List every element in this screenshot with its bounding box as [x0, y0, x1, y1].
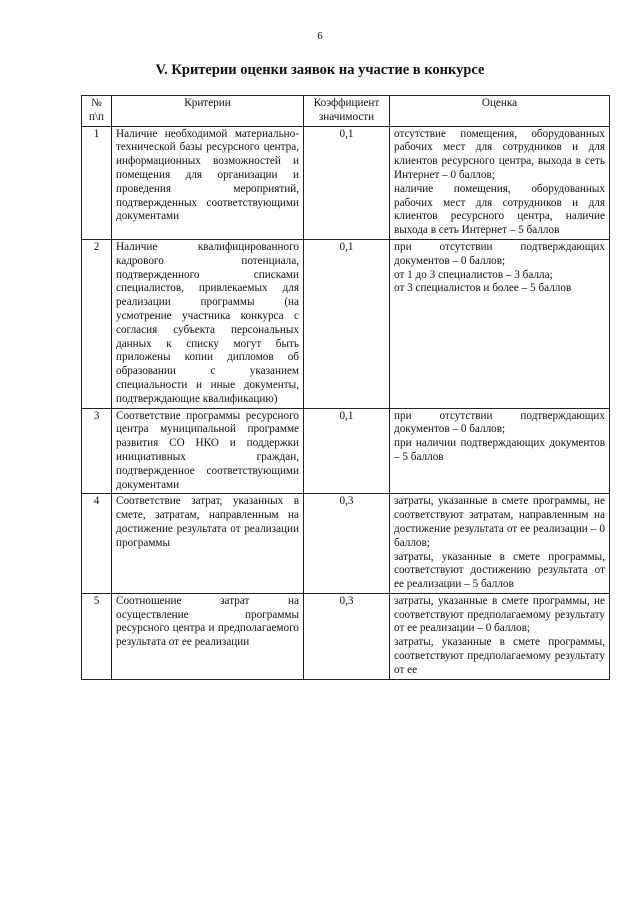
table-row: [82, 494, 610, 594]
header-num-line: п\п: [88, 110, 105, 123]
row-number: 2: [82, 239, 112, 408]
row-evaluation: [390, 593, 610, 679]
row-criteria: Соотношение затрат на осуществление программы ресурсного центра и предполагаемого результата от ее реализации: [112, 593, 304, 679]
section-title: V. Критерии оценки заявок на участие в конкурсе: [155, 62, 485, 78]
evaluation-item: от 1 до 3 специалистов – 3 балла;: [394, 268, 553, 281]
row-number: 3: [82, 408, 112, 494]
row-coefficient: 0,1: [304, 126, 390, 239]
header-coef-line: Коэффициент: [313, 97, 380, 109]
row-number: 1: [82, 126, 112, 239]
page-number: 6: [317, 30, 323, 42]
evaluation-item: затраты, указанные в смете программы, не соответствуют предполагаемому результату от ее реализации – 0 баллов;: [394, 594, 605, 635]
evaluation-item: при отсутствии подтверждающих документов – 0 баллов;: [394, 240, 605, 267]
row-number: 5: [82, 593, 112, 679]
header-num: [82, 96, 112, 127]
row-coefficient: 0,3: [304, 593, 390, 679]
row-evaluation: [390, 494, 610, 594]
header-criteria: Критерии: [112, 96, 304, 127]
evaluation-item: при отсутствии подтверждающих документов – 0 баллов;: [394, 409, 605, 436]
header-num-line: №: [91, 97, 102, 109]
table-row: [82, 239, 610, 408]
row-evaluation: [390, 126, 610, 239]
row-coefficient: 0,1: [304, 239, 390, 408]
evaluation-item: затраты, указанные в смете программы, соответствуют предполагаемому результату от ее: [394, 636, 605, 676]
table-row: [82, 593, 610, 679]
evaluation-item: затраты, указанные в смете программы, соответствуют достижению результата от ее реализации – 5 баллов: [394, 550, 605, 591]
row-criteria: Соответствие затрат, указанных в смете, затратам, направленным на достижение результата от реализации программы: [112, 494, 304, 594]
evaluation-item: затраты, указанные в смете программы, не соответствуют затратам, направленным на достижение результата от ее реализации – 0 баллов;: [394, 495, 605, 549]
table-row: [82, 126, 610, 239]
row-number: 4: [82, 494, 112, 594]
row-criteria: Наличие квалифицированного кадрового потенциала, подтвержденного списками специалистов, привлекаемых для реализации программы (на усмотрение участника конкурса с согласия субъекта персональных данных к списку могут быть приложены копии дипломов об образовании с указанием специальности и иные документы, подтверждающие квалификацию): [112, 239, 304, 408]
row-coefficient: 0,3: [304, 494, 390, 594]
evaluation-item: наличие помещения, оборудованных рабочих мест для сотрудников и для клиентов ресурсного центра, наличие выхода в сеть Интернет – 5 баллов: [394, 182, 605, 237]
row-criteria: Соответствие программы ресурсного центра муниципальной программе развития СО НКО и поддержки инициативных граждан, подтвержденное соответствующими документами: [112, 408, 304, 494]
table-row: [82, 408, 610, 494]
criteria-table: [81, 95, 610, 680]
header-coef-line: значимости: [318, 110, 375, 123]
evaluation-item: отсутствие помещения, оборудованных рабочих мест для сотрудников и для клиентов ресурсного центра, выхода в сеть Интернет – 0 баллов;: [394, 127, 605, 181]
row-evaluation: [390, 239, 610, 408]
header-evaluation: Оценка: [390, 96, 610, 127]
row-evaluation: [390, 408, 610, 494]
evaluation-item: от 3 специалистов и более – 5 баллов: [394, 282, 572, 295]
evaluation-item: при наличии подтверждающих документов – 5 баллов: [394, 437, 605, 463]
row-coefficient: 0,1: [304, 408, 390, 494]
row-criteria: Наличие необходимой материально-технической базы ресурсного центра, информационных возможностей и помещения для организации и проведения мероприятий, подтвержденных соответствующими документами: [112, 126, 304, 239]
table-header-row: [82, 96, 610, 127]
header-coefficient: [304, 96, 390, 127]
